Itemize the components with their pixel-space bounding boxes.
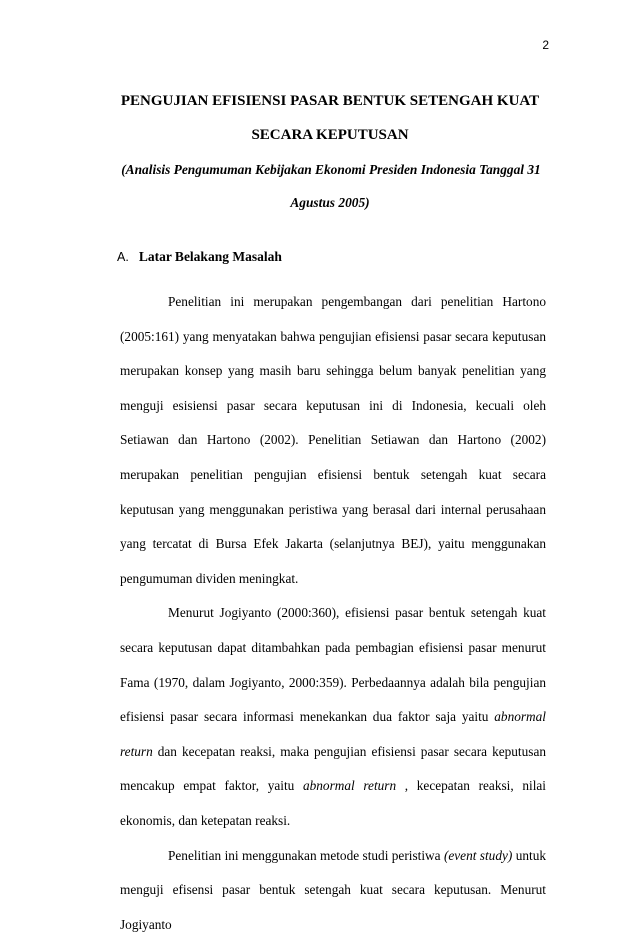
section-letter: A.	[117, 250, 129, 264]
paragraph-3-text-1: Penelitian ini menggunakan metode studi peristiwa	[168, 848, 444, 863]
paragraph-3-term-1: (event study)	[444, 848, 512, 863]
paragraph-2-term-2: abnormal return	[303, 778, 396, 793]
paragraph-2-text-2: dan kecepatan reaksi, maka pengujian efisiensi pasar secara keputusan mencakup empat faktor, yaitu	[120, 744, 546, 794]
paragraph-2-text-1: Menurut Jogiyanto (2000:360), efisiensi pasar bentuk setengah kuat secara keputusan dapat ditambahkan pada pembagian efisiensi pasar menurut Fama (1970, dalam Jogiyanto, 2000:359). Perbedaannya adalah bila pengujian efisiensi pasar secara informasi menekankan dua faktor saja yaitu	[120, 605, 546, 724]
subtitle-line-1: (Analisis Pengumuman Kebijakan Ekonomi Presiden Indonesia Tanggal 31	[96, 152, 566, 188]
title-line-2: SECARA KEPUTUSAN	[100, 117, 560, 153]
section-heading	[117, 243, 282, 271]
subtitle-line-2: Agustus 2005)	[100, 185, 560, 221]
body-text	[120, 285, 546, 942]
paragraph-2-text-3: , kecepatan reaksi, nilai ekonomis, dan ketepatan reaksi.	[120, 778, 546, 828]
title-line-1: PENGUJIAN EFISIENSI PASAR BENTUK SETENGAH KUAT	[100, 83, 560, 119]
page-number: 2	[542, 38, 549, 52]
section-title: Latar Belakang Masalah	[139, 249, 282, 264]
paragraph-1: Penelitian ini merupakan pengembangan dari penelitian Hartono (2005:161) yang menyatakan bahwa pengujian efisiensi pasar secara keputusan merupakan konsep yang masih baru sehingga belum banyak penelitian yang menguji esisiensi pasar secara keputusan ini di Indonesia, kecuali oleh Setiawan dan Hartono (2002). Penelitian Setiawan dan Hartono (2002) merupakan penelitian pengujian efisiensi bentuk setengah kuat secara keputusan yang menggunakan peristiwa yang berasal dari internal perusahaan yang tercatat di Bursa Efek Jakarta (selanjutnya BEJ), yaitu menggunakan pengumuman dividen meningkat.	[120, 285, 546, 596]
paragraph-3	[120, 839, 546, 942]
paragraph-2	[120, 596, 546, 838]
paragraph-2-term-1: abnormal return	[120, 709, 546, 759]
paragraph-3-text-2: untuk menguji efisensi pasar bentuk setengah kuat secara keputusan. Menurut Jogiyanto	[120, 848, 546, 932]
